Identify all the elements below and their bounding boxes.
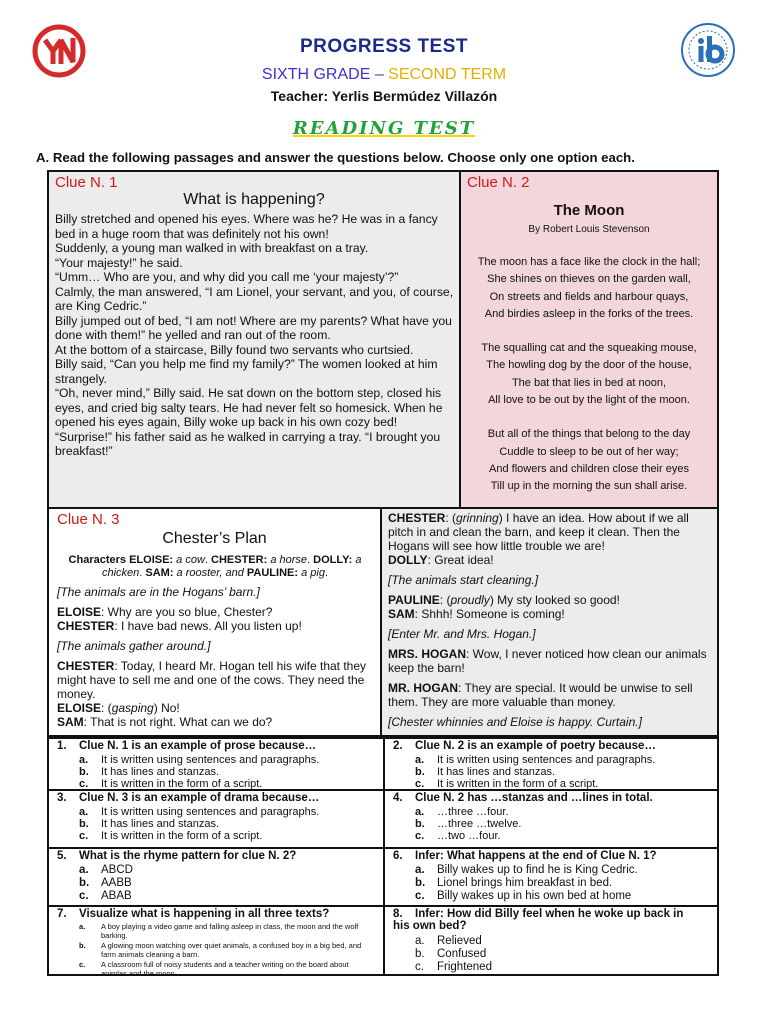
- option-letter: b.: [79, 941, 86, 950]
- poem-line: Cuddle to sleep to be out of her way;: [499, 445, 679, 458]
- question-prompt: Clue N. 2 has …stanzas and …lines in total.: [415, 792, 653, 804]
- stage-direction: [388, 573, 716, 587]
- question-text: [393, 908, 703, 932]
- question-text: [393, 850, 713, 862]
- answer-option[interactable]: [79, 941, 369, 960]
- stage-direction-text: [The animals gather around.]: [57, 639, 211, 653]
- clue-1-panel: [47, 170, 461, 509]
- options-list: [79, 806, 319, 842]
- term-label: SECOND TERM: [388, 66, 507, 83]
- answer-option[interactable]: [415, 830, 521, 842]
- section-heading: READING TEST: [292, 118, 476, 139]
- option-text: …three …twelve.: [437, 818, 522, 830]
- clue-1-story: [55, 212, 455, 459]
- option-text: ABCD: [101, 864, 133, 876]
- stage-direction: [57, 639, 377, 653]
- play-script-right: [388, 511, 716, 735]
- options-list: [79, 864, 133, 903]
- answer-option[interactable]: [79, 830, 319, 842]
- question-number: 6.: [393, 850, 403, 862]
- option-text: A boy playing a video game and falling asleep in class, the moon and the wolf barking.: [101, 922, 359, 940]
- line-text: : Shhh! Someone is coming!: [414, 607, 565, 621]
- line-text: ) No!: [153, 701, 180, 715]
- question-prompt: Infer: What happens at the end of Clue N. 1?: [415, 850, 657, 862]
- character-name: DOLLY:: [313, 554, 353, 566]
- option-text: It is written using sentences and paragraphs.: [101, 806, 320, 818]
- clue-3-continued-panel: [380, 509, 719, 737]
- question-number: 2.: [393, 740, 403, 752]
- question-number: 8.: [393, 908, 403, 920]
- options-list: [79, 922, 369, 979]
- poem-line: Till up in the morning the sun shall arise.: [490, 480, 688, 493]
- question-text: [57, 850, 377, 862]
- answer-option[interactable]: [415, 864, 638, 877]
- option-letter: a.: [415, 754, 425, 766]
- character-name: SAM:: [145, 567, 174, 579]
- question-number: 7.: [57, 908, 67, 920]
- question-prompt: Clue N. 1 is an example of prose because…: [79, 740, 317, 752]
- option-letter: a.: [415, 935, 425, 947]
- question-prompt: Infer: How did Billy feel when he woke up back in his own bed?: [393, 908, 684, 932]
- dialogue-line: [57, 659, 377, 701]
- character-desc: a chicken: [101, 554, 362, 579]
- options-list: [415, 935, 492, 974]
- option-letter: a.: [415, 806, 425, 818]
- option-letter: a.: [79, 922, 86, 931]
- options-list: [415, 754, 655, 790]
- paragraph: “Oh, never mind,” Billy said. He sat down on the bottom step, closed his eyes, and cried big salty tears. He had never felt so homesick. When he opened his eyes again, Billy woke up back in his own cozy bed!: [55, 386, 443, 429]
- clue-1-title: What is happening?: [183, 191, 325, 208]
- option-text: It is written using sentences and paragraphs.: [437, 754, 656, 766]
- line-text: : Why are you so blue, Chester?: [101, 605, 273, 619]
- dialogue-line: PAULINE: (proudly) My sty looked so good!: [388, 593, 620, 607]
- direction: grinning: [456, 511, 499, 525]
- questions-grid: [47, 737, 719, 976]
- option-text: Frightened: [437, 961, 492, 973]
- option-text: Lionel brings him breakfast in bed.: [437, 877, 613, 889]
- character-desc: a rooster: [173, 567, 220, 579]
- option-letter: b.: [79, 877, 90, 889]
- line-text: : Today, I heard Mr. Hogan tell his wife that they might have to sell me and one of the cows. They need the money.: [57, 659, 367, 701]
- option-letter: a.: [79, 864, 89, 876]
- stanza: [461, 254, 717, 323]
- poem-line: On streets and fields and harbour quays,: [489, 290, 689, 303]
- character-name: PAULINE:: [246, 567, 299, 579]
- poem-line: The howling dog by the door of the house,: [486, 359, 692, 372]
- speaker: MRS. HOGAN: [388, 647, 466, 661]
- answer-option[interactable]: [415, 961, 492, 974]
- option-letter: b.: [415, 766, 425, 778]
- option-text: Billy wakes up to find he is King Cedric.: [437, 864, 638, 876]
- poem-line: The moon has a face like the clock in the hall;: [477, 256, 701, 268]
- play-script-left: [57, 585, 377, 735]
- poem-line: And flowers and children close their eyes: [489, 462, 689, 475]
- answer-option[interactable]: [79, 960, 369, 979]
- play-title: Chester’s Plan: [162, 530, 267, 547]
- question-4: [385, 791, 717, 847]
- line-text: : That is not right. What can we do?: [83, 715, 273, 729]
- option-text: It is written in the form of a script.: [437, 778, 599, 790]
- question-6: [385, 849, 717, 905]
- poem-line: But all of the things that belong to the day: [487, 428, 691, 441]
- answer-option[interactable]: [79, 877, 133, 890]
- answer-option[interactable]: [415, 766, 655, 778]
- option-letter: b.: [79, 766, 89, 778]
- dialogue-line: [388, 647, 716, 675]
- line-text: ) My sty looked so good!: [489, 593, 620, 607]
- speaker: DOLLY: [388, 553, 428, 567]
- option-letter: c.: [415, 890, 425, 902]
- answer-option[interactable]: [415, 778, 655, 790]
- question-7: [49, 907, 383, 978]
- teacher-name: Teacher: Yerlis Bermúdez Villazón: [270, 88, 498, 104]
- character-desc: a horse: [267, 554, 308, 566]
- speaker: ELOISE: [57, 701, 102, 715]
- paragraph: Billy jumped out of bed, “I am not! Where are my parents? What have you done with them!” he yelled and ran out of the room.: [55, 313, 452, 342]
- poem-line: The squalling cat and the squeaking mouse,: [481, 342, 697, 355]
- answer-option[interactable]: [79, 806, 319, 818]
- option-text: It is written using sentences and paragraphs.: [101, 754, 320, 766]
- option-text: …three …four.: [437, 806, 509, 818]
- question-text: [393, 740, 713, 752]
- option-text: A glowing moon watching over quiet animals, a confused boy in a big bed, and farm animals cleaning a barn.: [101, 941, 362, 959]
- paragraph: “Surprise!” his father said as he walked in carrying a tray. “I brought you breakfast!”: [55, 429, 441, 458]
- option-letter: b.: [415, 877, 426, 889]
- options-list: [415, 806, 521, 842]
- line-text: : I have bad news. All you listen up!: [114, 619, 302, 633]
- option-text: ABAB: [101, 890, 132, 902]
- paragraph: Suddenly, a young man walked in with breakfast on a tray.: [55, 241, 369, 255]
- option-text: It has lines and stanzas.: [101, 818, 220, 830]
- dialogue-line: ELOISE: (gasping) No!: [57, 701, 180, 715]
- answer-option[interactable]: [79, 922, 369, 941]
- stage-direction-text: [The animals are in the Hogans’ barn.]: [57, 585, 260, 599]
- speaker: PAULINE: [388, 593, 440, 607]
- speaker: CHESTER: [57, 619, 115, 633]
- poem-line: She shines on thieves on the garden wall,: [487, 273, 691, 286]
- speaker: SAM: [57, 715, 84, 729]
- option-letter: a.: [79, 754, 89, 766]
- clue-3-label: Clue N. 3: [57, 511, 120, 528]
- paragraph: Calmly, the man answered, “I am Lionel, your servant, and you, of course, are King Cedric.”: [55, 284, 454, 313]
- stage-direction: [57, 585, 377, 599]
- option-letter: a.: [415, 864, 425, 876]
- stage-direction-text: [Chester whinnies and Eloise is happy. Curtain.]: [388, 715, 642, 729]
- option-letter: a.: [79, 806, 89, 818]
- answer-option[interactable]: [79, 778, 319, 790]
- answer-option[interactable]: [415, 754, 655, 766]
- option-text: Billy wakes up in his own bed at home: [437, 890, 632, 902]
- speaker: CHESTER: [388, 511, 446, 525]
- characters-label: Characters: [68, 554, 130, 566]
- option-letter: c.: [79, 960, 86, 969]
- dialogue-line: [57, 605, 377, 619]
- question-prompt: Clue N. 3 is an example of drama because…: [79, 792, 320, 804]
- answer-option[interactable]: [415, 818, 521, 830]
- page-title: PROGRESS TEST: [299, 36, 469, 57]
- instructions: A. Read the following passages and answer the questions below. Choose only one option each.: [36, 150, 635, 165]
- speaker: ELOISE: [57, 605, 102, 619]
- question-text: [57, 792, 377, 804]
- speaker: MR. HOGAN: [388, 681, 458, 695]
- option-text: It is written in the form of a script.: [101, 830, 263, 842]
- question-8: [385, 907, 717, 974]
- character-name: ELOISE:: [129, 554, 174, 566]
- paragraph: “Umm… Who are you, and why did you call me ‘your majesty’?”: [55, 270, 399, 284]
- stage-direction-text: [The animals start cleaning.]: [388, 573, 539, 587]
- answer-option[interactable]: [79, 864, 133, 877]
- answer-option[interactable]: [79, 766, 319, 778]
- dialogue-line: CHESTER: (grinning) I have an idea. How about if we all pitch in and clean the barn, and keep it clean. Then the Hogans will see how little trouble we are!: [388, 511, 689, 553]
- question-5: [49, 849, 383, 905]
- dialogue-line: [57, 619, 377, 633]
- option-letter: b.: [79, 818, 89, 830]
- stanza: [461, 426, 717, 495]
- question-2: [385, 739, 717, 789]
- grade-label: SIXTH GRADE –: [261, 66, 389, 83]
- question-text: [57, 908, 377, 920]
- clue-2-panel: [461, 170, 719, 509]
- stanza: [461, 340, 717, 409]
- paragraph: Billy said, “Can you help me find my family?” The women looked at him strangely.: [55, 357, 438, 386]
- option-text: A classroom full of noisy students and a teacher writing on the board about animlas and the moon.: [101, 960, 349, 978]
- option-text: Confused: [437, 948, 487, 960]
- option-text: It has lines and stanzas.: [437, 766, 556, 778]
- clue-2-label: Clue N. 2: [467, 174, 530, 191]
- question-prompt: Visualize what is happening in all three texts?: [79, 908, 330, 920]
- dialogue-line: [388, 607, 716, 621]
- option-letter: b.: [415, 818, 425, 830]
- answer-option[interactable]: [415, 806, 521, 818]
- line-text: : Wow, I never noticed how clean our animals keep the barn!: [388, 647, 707, 675]
- character-desc: a cow: [173, 554, 205, 566]
- question-number: 3.: [57, 792, 67, 804]
- question-number: 5.: [57, 850, 67, 862]
- answer-option[interactable]: [79, 890, 133, 903]
- option-text: AABB: [101, 877, 132, 889]
- answer-option[interactable]: [79, 818, 319, 830]
- character-connector: , and: [219, 567, 247, 579]
- option-letter: c.: [79, 778, 89, 790]
- paragraph: At the bottom of a staircase, Billy found two servants who curtsied.: [55, 342, 414, 357]
- answer-option[interactable]: [415, 935, 492, 948]
- line-text: : They are special. It would be unwise to sell them. They are more valuable than money.: [388, 681, 693, 709]
- paragraph: “Your majesty!” he said.: [55, 255, 183, 270]
- line-text: ) I have an idea. How about if we all pitch in and clean the barn, and keep it clean. Then the Hogans will see how little trouble we are!: [388, 511, 689, 553]
- grade-term: [0, 66, 768, 84]
- stage-direction: [388, 715, 716, 729]
- question-prompt: What is the rhyme pattern for clue N. 2?: [79, 850, 297, 862]
- question-3: [49, 791, 383, 847]
- clue-1-label: Clue N. 1: [55, 174, 118, 191]
- answer-option[interactable]: [415, 948, 492, 961]
- line-text: : Great idea!: [427, 553, 494, 567]
- dialogue-line: [388, 681, 716, 709]
- character-desc: a pig: [298, 567, 325, 579]
- option-letter: c.: [79, 890, 89, 902]
- question-text: [393, 792, 713, 804]
- poem-author: By Robert Louis Stevenson: [528, 224, 650, 235]
- paragraph: Billy stretched and opened his eyes. Where was he? He was in a fancy bed in a huge room that was definitely not his own!: [55, 212, 438, 241]
- question-number: 1.: [57, 740, 67, 752]
- option-letter: c.: [415, 830, 425, 842]
- poem-title: The Moon: [553, 202, 625, 219]
- poem-line: All love to be out by the light of the moon.: [488, 394, 690, 407]
- character-name: CHESTER:: [211, 554, 268, 566]
- option-text: It is written in the form of a script.: [101, 778, 263, 790]
- speaker: CHESTER: [57, 659, 115, 673]
- option-letter: c.: [415, 961, 424, 973]
- options-list: [415, 864, 638, 903]
- dialogue-line: [388, 553, 716, 567]
- direction: gasping: [111, 701, 154, 715]
- stage-direction: [388, 627, 716, 641]
- direction: proudly: [450, 593, 490, 607]
- option-letter: c.: [415, 778, 425, 790]
- answer-option[interactable]: [415, 877, 638, 890]
- poem-line: And birdies asleep in the forks of the trees.: [484, 307, 694, 320]
- character-list: Characters ELOISE: a cow. CHESTER: a horse. DOLLY: a chicken. SAM: a rooster, and PAULINE: a pig.: [68, 554, 362, 579]
- poem-body: [461, 254, 717, 513]
- answer-option[interactable]: [79, 754, 319, 766]
- question-text: [57, 740, 377, 752]
- option-letter: c.: [79, 830, 89, 842]
- dialogue-line: [57, 715, 377, 729]
- option-text: It has lines and stanzas.: [101, 766, 220, 778]
- stage-direction-text: [Enter Mr. and Mrs. Hogan.]: [388, 627, 536, 641]
- clue-3-panel: [47, 509, 380, 737]
- options-list: [79, 754, 319, 790]
- question-1: [49, 739, 383, 789]
- answer-option[interactable]: [415, 890, 638, 903]
- question-number: 4.: [393, 792, 403, 804]
- speaker: SAM: [388, 607, 415, 621]
- option-letter: b.: [415, 948, 425, 960]
- question-prompt: Clue N. 2 is an example of poetry because…: [415, 740, 656, 752]
- option-text: …two …four.: [437, 830, 501, 842]
- option-text: Relieved: [437, 935, 482, 947]
- poem-line: The bat that lies in bed at noon,: [511, 376, 667, 389]
